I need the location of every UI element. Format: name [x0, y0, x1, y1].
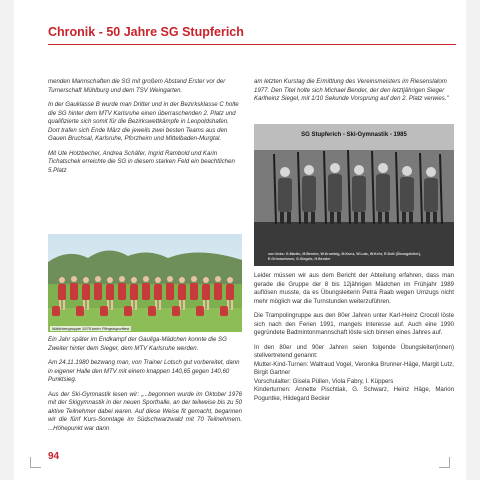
right-column-top [254, 78, 454, 110]
girls-group-photo [48, 234, 242, 332]
paragraph: In den 80er und 90er Jahren seien folgende Übungsleiter(innen) stellvertretend genannt: [254, 343, 454, 359]
crop-mark-right [439, 457, 450, 468]
list-item: Kinderturnen: Annette Pischtiak, G. Schwarz, Heinz Häge, Marion Poguntke, Hildegard Becker [254, 386, 454, 402]
paragraph: In der Gauklasse B wurde man Dritter und in der Bezirksklasse C holte die SG hinter dem MTV Karlsruhe einen überraschenden 2. Platz und qualifizierte sich somit für die Bezirkswettkämpfe in Leopoldshafen. Dort trafen sich Ende März die jeweils zwei besten Teams aus den Gauen Bruchsal, Karlsruhe, Pforzheim und Mittelbaden-Murgtal. [48, 101, 239, 142]
photo-caption: Mädchengruppe 1979 beim Pfingstsportfest [52, 326, 130, 331]
girls-group-photo-image [48, 234, 242, 332]
paragraph: Leider müssen wir aus dem Bericht der Abteilung erfahren, dass man gerade die Gruppe der 8 bis 12jährigen Mädchen im Frühjahr 1989 auflösen musste, da es Übungsleiterin Petra Raab wegen Umzugs nicht mehr möglich war die Turnstunden weiterzuführen. [254, 272, 454, 305]
page-title: Chronik - 50 Jahre SG Stupferich [48, 25, 244, 39]
paragraph: am letzten Kurstag die Ermittlung des Vereinsmeisters im Riesenslalom 1977. Den Titel holte sich Michael Bender, der den letztjährigen Sieger Karlheinz Siegel, mit 1/10 Sekunde Vorsprung auf den 2. Platz verwies." [254, 78, 449, 102]
paragraph: Ein Jahr später im Endkampf der Gauliga-Mädchen konnte die SG Zweiter hinter dem Sieger, dem MTV Karlsruhe werden. [48, 336, 227, 352]
photo-title: SG Stupferich - Ski-Gymnastik - 1985 [301, 132, 407, 138]
left-column-top [48, 78, 242, 181]
paragraph: menden Mannschaften die SG mit großem Abstand Erster vor der Turnerschaft Mühlburg und dem TSV Weingarten. [48, 78, 226, 94]
photo-caption: von links: G.Martin, M.Bender, W.Krumbig, M.Kunz, W.Lutz, W.Kehr, R.Dolt (Übungsleiter), E.Grimmeissen, G.Siegele, H.Bender [268, 252, 421, 261]
paragraph: Mit Ute Holzbecher, Andrea Schäfer, Ingrid Rambold und Karin Tichatschek erreichte die SG in diesem starken Feld ein beachtlichen 5.Platz [48, 149, 235, 174]
ski-gymnastics-photo [254, 124, 454, 266]
paragraph: Die Trampolingruppe aus den 80er Jahren unter Karl-Heinz Crocoll löste sich nach den Ferien 1991, mangels Interesse auf. Auch eine 1990 gegründete Badmintonmannschaft löste sich binnen eines Jahres auf. [254, 312, 454, 336]
document-page [14, 0, 466, 480]
list-item: Vorschulalter: Gisela Püllen, Viola Fabry, I. Küppers [254, 377, 394, 385]
paragraph: Aus der Ski-Gymnastik lesen wir: „...begonnen wurde im Oktober 1976 mit der Skigymnastik in der neuen Sporthalle, an der teilweise bis zu 50 aktive Teilnehmer dabei waren. Auf diese Weise fit gemacht, begannen wir die fünf Kurs-Sonntage im Südschwarzwald mit 70 Teilnehmern. ...Höhepunkt war dann [48, 390, 242, 432]
page-number: 94 [48, 451, 60, 462]
ski-gymnastics-photo-image [254, 124, 454, 266]
title-rule [48, 44, 456, 45]
right-column-bottom [254, 272, 454, 403]
crop-mark-left [30, 457, 41, 468]
paragraph: Am 24.11.1980 bezwang man, von Trainer Lotsch gut vorbereitet, dann in eigener Halle den MTV mit einem knappen 140,65 gegen 140,60 Punktsieg. [48, 359, 240, 383]
left-column-bottom [48, 336, 242, 439]
list-item: Mutter-Kind-Turnen: Waltraud Vogel, Veronika Brunner-Häge, Margit Lutz, Birgit Gartner [254, 360, 454, 376]
